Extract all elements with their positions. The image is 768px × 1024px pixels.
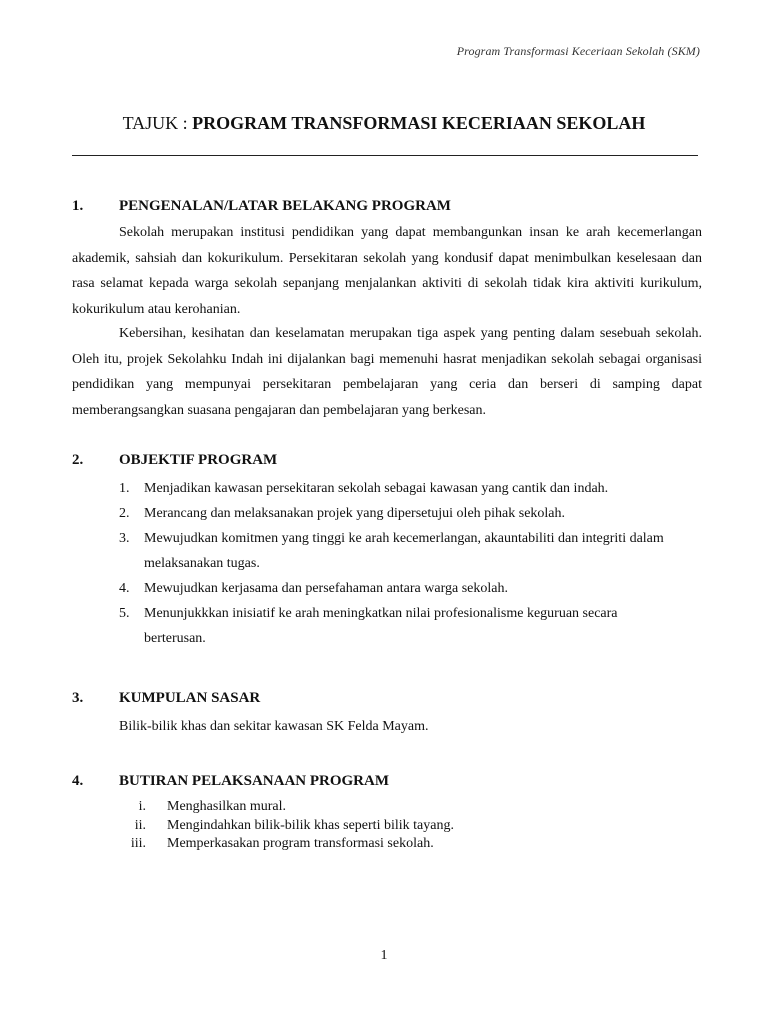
list-item-number: i.	[138, 799, 146, 814]
paragraph-intro-1: Sekolah merupakan institusi pendidikan yang dapat membangunkan insan ke arah kecemerlangan akademik, sahsiah dan kokurikulum. Persekitaran sekolah yang kondusif dapat menimbulkan keselesaan dan rasa selamat kepada warga sekolah sepanjang menjalankan aktiviti di sekolah tidak kira aktiviti kurikulum, kokurikulum atau kerohanian.	[72, 225, 702, 317]
list-item-text: Mewujudkan komitmen yang tinggi ke arah kecemerlangan, akauntabiliti dan integriti dalam melaksanakan tugas.	[144, 531, 664, 571]
list-item	[119, 601, 679, 651]
section-title: OBJEKTIF PROGRAM	[119, 452, 278, 468]
list-item-text: Menjadikan kawasan persekitaran sekolah sebagai kawasan yang cantik dan indah.	[144, 481, 609, 496]
document-title	[0, 112, 768, 134]
list-item-text: Menghasilkan mural.	[167, 799, 286, 814]
section-number: 2.	[72, 452, 84, 468]
section-heading-4	[72, 771, 389, 791]
list-item-number: 2.	[119, 506, 130, 521]
list-item-number: iii.	[130, 836, 146, 851]
running-header: Program Transformasi Keceriaan Sekolah (SKM)	[456, 44, 700, 58]
list-item	[110, 817, 610, 836]
list-item-text: Memperkasakan program transformasi sekolah.	[167, 836, 434, 851]
page-number: 1	[380, 948, 388, 963]
section-number: 1.	[72, 198, 84, 214]
implementation-list	[110, 798, 610, 854]
list-item-number: 3.	[119, 531, 130, 546]
section-number: 4.	[72, 773, 84, 789]
paragraph-intro-2: Kebersihan, kesihatan dan keselamatan merupakan tiga aspek yang penting dalam sesebuah sekolah. Oleh itu, projek Sekolahku Indah ini dijalankan bagi memenuhi hasrat menjadikan sekolah sebagai organisasi pendidikan yang mempunyai persekitaran pembelajaran yang ceria dan berseri di samping dapat memberangsangkan suasana pengajaran dan pembelajaran yang berkesan.	[72, 326, 702, 418]
list-item-text: Mewujudkan kerjasama dan persefahaman antara warga sekolah.	[144, 581, 508, 596]
list-item-number: 1.	[119, 481, 130, 496]
section-heading-3	[72, 688, 260, 708]
title-main: PROGRAM TRANSFORMASI KECERIAAN SEKOLAH	[192, 113, 646, 133]
section-title: KUMPULAN SASAR	[119, 690, 261, 706]
list-item	[110, 798, 610, 817]
objectives-list	[119, 476, 679, 651]
list-item	[119, 501, 679, 526]
list-item-number: 5.	[119, 606, 130, 621]
list-item-text: Menunjukkkan inisiatif ke arah meningkatkan nilai profesionalisme keguruan secara berterusan.	[144, 606, 618, 646]
list-item-number: 4.	[119, 581, 130, 596]
list-item	[119, 526, 679, 576]
list-item-text: Mengindahkan bilik-bilik khas seperti bilik tayang.	[167, 817, 454, 833]
list-item-text: Merancang dan melaksanakan projek yang dipersetujui oleh pihak sekolah.	[144, 506, 566, 521]
list-item	[119, 576, 679, 601]
list-item	[119, 476, 679, 501]
title-prefix: TAJUK :	[122, 113, 193, 133]
section-title: PENGENALAN/LATAR BELAKANG PROGRAM	[119, 198, 451, 214]
section-heading-1	[72, 196, 451, 216]
title-underline	[72, 155, 698, 156]
section-title: BUTIRAN PELAKSANAAN PROGRAM	[119, 773, 390, 789]
section-heading-2	[72, 450, 277, 470]
list-item-number: ii.	[134, 817, 146, 833]
list-item	[110, 835, 610, 854]
section-number: 3.	[72, 690, 84, 706]
target-group-text: Bilik-bilik khas dan sekitar kawasan SK Felda Mayam.	[119, 719, 429, 734]
